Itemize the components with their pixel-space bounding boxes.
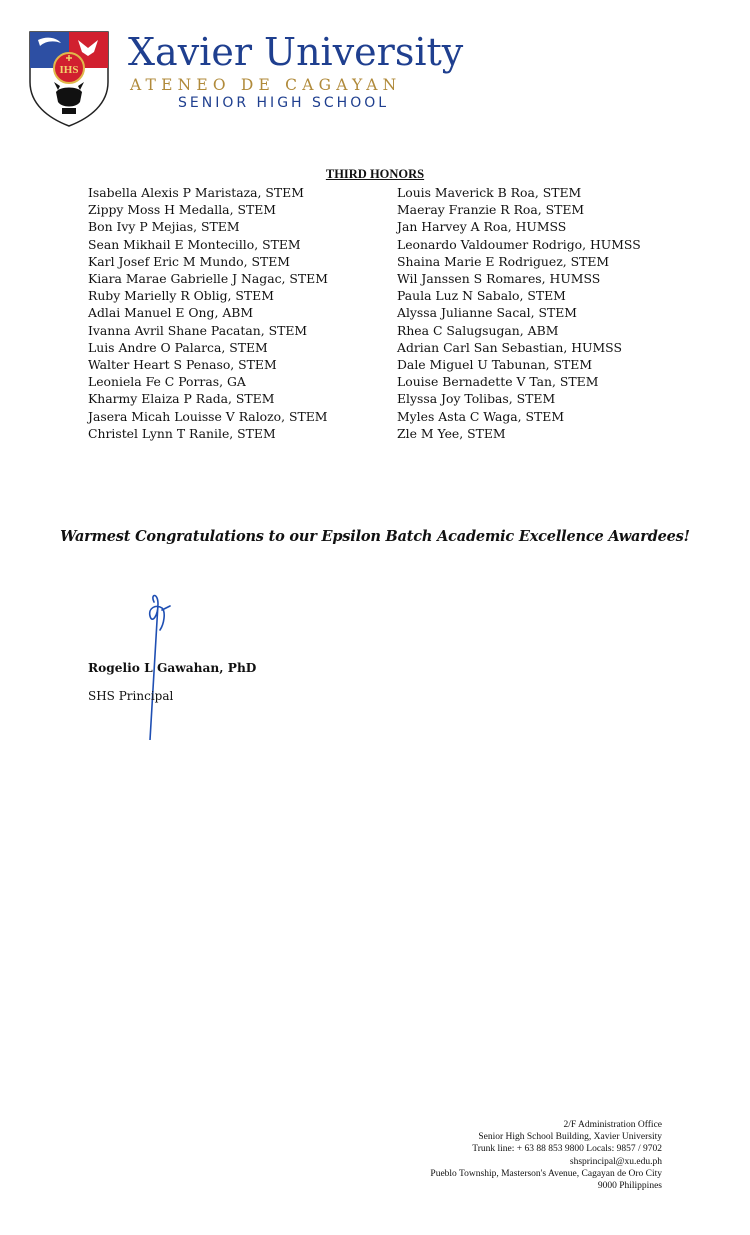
list-item: Maeray Franzie R Roa, STEM [397,202,585,218]
list-item: Alyssa Julianne Sacal, STEM [397,305,577,321]
address-line: 9000 Philippines [597,1181,662,1192]
list-item: Kiara Marae Gabrielle J Nagac, STEM [88,271,328,287]
list-item: Ruby Marielly R Oblig, STEM [88,288,274,304]
list-item: Isabella Alexis P Maristaza, STEM [88,185,304,200]
address-line: 2/F Administration Office [563,1120,662,1130]
address-line: Trunk line: + 63 88 853 9800 Locals: 9857 / 9702 [472,1144,662,1155]
address-line: shsprincipal@xu.edu.ph [569,1156,662,1167]
list-item: Ivanna Avril Shane Pacatan, STEM [88,322,308,338]
list-item: Bon Ivy P Mejias, STEM [88,219,240,235]
university-crest-logo [28,30,110,128]
list-item: Adlai Manuel E Ong, ABM [88,305,254,321]
list-item: Myles Asta C Waga, STEM [397,408,565,424]
honors-heading: THIRD HONORS [325,167,425,181]
list-item: Wil Janssen S Romares, HUMSS [397,271,601,287]
list-item: Jasera Micah Louisse V Ralozo, STEM [88,408,328,424]
list-item: Leonardo Valdoumer Rodrigo, HUMSS [397,236,641,252]
honors-list-right [397,184,641,442]
list-item: Dale Miguel U Tabunan, STEM [397,357,593,373]
address-line: Pueblo Township, Masterson's Avenue, Cagayan de Oro City [430,1168,662,1179]
list-item: Luis Andre O Palarca, STEM [88,339,268,355]
letterhead [28,28,464,128]
list-item: Louise Bernadette V Tan, STEM [397,374,599,390]
school-name: SENIOR HIGH SCHOOL [178,95,390,111]
list-item: Jan Harvey A Roa, HUMSS [397,219,567,235]
list-item: Paula Luz N Sabalo, STEM [397,288,566,304]
university-name: Xavier University [128,30,464,74]
list-item: Sean Mikhail E Montecillo, STEM [88,236,301,252]
congratulations-message: Warmest Congratulations to our Epsilon Batch Academic Excellence Awardees! [60,528,690,545]
list-item: Shaina Marie E Rodriguez, STEM [397,253,610,269]
list-item: Rhea C Salugsugan, ABM [397,322,559,338]
list-item: Walter Heart S Penaso, STEM [88,357,277,373]
list-item: Christel Lynn T Ranile, STEM [88,425,276,441]
university-subtitle: ATENEO DE CAGAYAN [130,76,402,94]
list-item: Karl Josef Eric M Mundo, STEM [88,253,290,269]
honors-list-left [88,184,328,442]
signatory-title: SHS Principal [88,689,174,703]
address-line: Senior High School Building, Xavier University [478,1132,662,1143]
office-address [430,1119,662,1192]
list-item: Adrian Carl San Sebastian, HUMSS [397,339,622,355]
list-item: Kharmy Elaiza P Rada, STEM [88,391,275,407]
signatory-name: Rogelio L Gawahan, PhD [88,661,257,675]
list-item: Louis Maverick B Roa, STEM [397,185,582,200]
crest-monogram: IHS [59,64,79,76]
list-item: Elyssa Joy Tolibas, STEM [397,391,556,407]
list-item: Leoniela Fe C Porras, GA [88,374,246,390]
list-item: Zippy Moss H Medalla, STEM [88,202,276,218]
list-item: Zle M Yee, STEM [397,425,506,441]
